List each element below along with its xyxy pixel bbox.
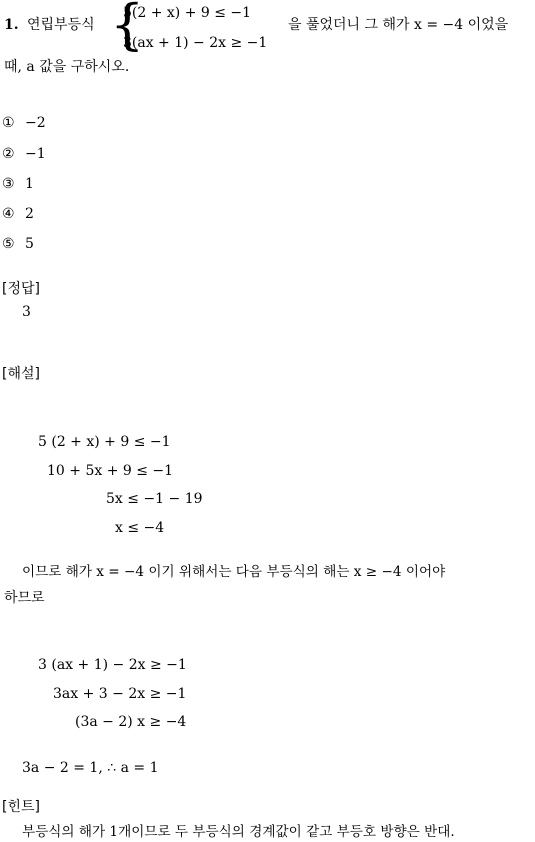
- system-brace: {: [110, 0, 145, 56]
- choice-marker: ③: [2, 176, 15, 192]
- explanation-step-1: 5 (2 + x) + 9 ≤ −1: [38, 434, 171, 450]
- choice-value: −2: [25, 115, 46, 131]
- system-inequality-2: 3(ax + 1) − 2x ≥ −1: [123, 35, 268, 51]
- explanation-paragraph-line-1: 이므로 해가 x = −4 이기 위해서는 다음 부등식의 해는 x ≥ −4 이어야: [22, 564, 446, 580]
- choice-value: 2: [25, 206, 34, 222]
- explanation-step-5: 3 (ax + 1) − 2x ≥ −1: [38, 657, 187, 673]
- choice-marker: ①: [2, 115, 15, 131]
- explanation-heading: [해설]: [2, 366, 40, 382]
- choice-marker: ②: [2, 146, 15, 162]
- choice-value: −1: [25, 146, 46, 162]
- choice-value: 5: [25, 236, 34, 252]
- explanation-conclusion: 3a − 2 = 1, ∴ a = 1: [22, 760, 159, 776]
- choice-3[interactable]: [2, 177, 34, 191]
- answer-heading: [정답]: [2, 281, 40, 297]
- question-prefix: 연립부등식: [27, 17, 95, 33]
- hint-heading: [힌트]: [2, 799, 40, 815]
- explanation-step-3: 5x ≤ −1 − 19: [106, 491, 203, 507]
- choice-marker: ⑤: [2, 236, 15, 252]
- explanation-step-6: 3ax + 3 − 2x ≥ −1: [53, 686, 187, 702]
- choice-5[interactable]: [2, 237, 34, 251]
- question-suffix: 을 풀었더니 그 해가 x = −4 이었을: [288, 17, 509, 33]
- question-number: 1.: [4, 17, 19, 33]
- choice-1[interactable]: [2, 116, 46, 130]
- explanation-step-7: (3a − 2) x ≥ −4: [75, 714, 187, 730]
- question-line-2: 때, a 값을 구하시오.: [4, 59, 130, 75]
- system-inequality-1: 5(2 + x) + 9 ≤ −1: [123, 5, 252, 21]
- hint-text: 부등식의 해가 1개이므로 두 부등식의 경계값이 같고 부등호 방향은 반대.: [22, 824, 455, 840]
- explanation-step-2: 10 + 5x + 9 ≤ −1: [47, 463, 174, 479]
- choice-marker: ④: [2, 206, 15, 222]
- explanation-paragraph-line-2: 하므로: [4, 590, 45, 606]
- explanation-step-4: x ≤ −4: [115, 520, 165, 536]
- choice-4[interactable]: [2, 207, 34, 221]
- choice-2[interactable]: [2, 147, 46, 161]
- answer-value: 3: [22, 304, 31, 320]
- choice-value: 1: [25, 176, 34, 192]
